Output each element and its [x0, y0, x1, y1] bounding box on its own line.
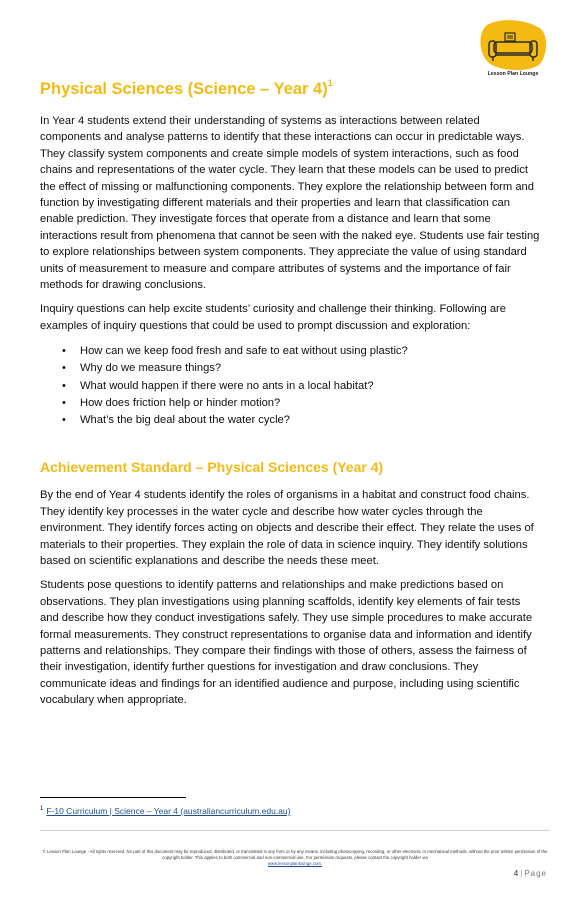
logo-text: Lesson Plan Lounge	[487, 71, 539, 77]
page-title-text: Physical Sciences (Science – Year 4)	[40, 80, 328, 98]
page-number-value: 4	[513, 869, 519, 878]
footnote-link[interactable]: F-10 Curriculum | Science – Year 4 (australiancurriculum.edu.au)	[46, 806, 291, 816]
lesson-plan-lounge-logo	[477, 19, 549, 79]
main-content	[40, 80, 540, 709]
achievement-paragraph-2: Students pose questions to identify patterns and relationships and make predictions based on observations. They plan investigations using planning scaffolds, identify key elements of fair tests and describe how they conduct investigations safely. They use simple procedures to make accurate formal measurements. They construct representations to organise data and information and identify patterns and relationships. They compare their findings with those of others, assess the fairness of their investigation, identify further questions for investigation and draw conclusions. They communicate ideas and findings for an identified audience and purpose, including using scientific vocabulary when appropriate.	[40, 579, 533, 707]
page-label: Page	[524, 869, 547, 878]
list-item: • Why do we measure things?	[40, 360, 540, 377]
page-title	[40, 80, 540, 99]
title-footnote-mark: 1	[327, 78, 333, 88]
achievement-paragraph-1: By the end of Year 4 students identify the roles of organisms in a habitat and construct food chains. They identify key processes in the water cycle and describe how water cycles through the environment. They identify forces acting on objects and describe their effect. They relate the uses of materials to their properties. They explain the role of data in science inquiry. They identify solutions based on scientific explanations and describe the needs these meet.	[40, 489, 534, 567]
achievement-heading: Achievement Standard – Physical Sciences (Year 4)	[40, 459, 384, 476]
sofa-logo-icon	[477, 19, 549, 71]
inquiry-questions-list	[40, 343, 540, 429]
list-item: • What would happen if there were no ants in a local habitat?	[40, 378, 540, 395]
copyright-notice	[40, 849, 550, 867]
inquiry-paragraph: Inquiry questions can help excite students’ curiosity and challenge their thinking. Following are examples of inquiry questions that could be used to prompt discussion and exploration:	[40, 303, 506, 332]
list-item: • What’s the big deal about the water cycle?	[40, 412, 540, 429]
page-number-separator: |	[520, 869, 523, 878]
footnote-divider	[40, 797, 186, 798]
footer-divider	[40, 830, 550, 831]
intro-paragraph: In Year 4 students extend their understanding of systems as interactions between related components and analyse patterns to identify that these interactions can occur in predictable ways. They classify system components and create simple models of system interactions, such as food chains and representations of the water cycle. They learn that these models can be used to predict the effect of missing or malfunctioning components. They explore the relationship between form and function by investigating different materials and their properties and learn that classification can enable prediction. They investigate forces that operate from a distance and learn that some interactions result from phenomena that cannot be seen with the naked eye. Students use fair testing to explore relationships between system components. They appreciate the value of using standard units of measurement to measure and compare attributes of systems and the importance of fair methods for drawing conclusions.	[40, 115, 540, 292]
page-number	[514, 869, 547, 878]
footnote-mark: 1	[40, 806, 44, 813]
copyright-text: © Lesson Plan Lounge - All rights reserved. No part of this document may be reproduced, distributed, or transmitted in any form or by any means, including photocopying, recording, or other electronic or mechanical methods, without the prior written permission of the copyright holder. This applies to both commercial and non-commercial use. For permission requests, please contact the copyright holder via	[42, 849, 548, 860]
footnote	[40, 806, 290, 816]
list-item: • How does friction help or hinder motion?	[40, 395, 540, 412]
list-item: • How can we keep food fresh and safe to eat without using plastic?	[40, 343, 540, 360]
website-link[interactable]: www.lessonplanlounge.com.	[267, 861, 323, 866]
